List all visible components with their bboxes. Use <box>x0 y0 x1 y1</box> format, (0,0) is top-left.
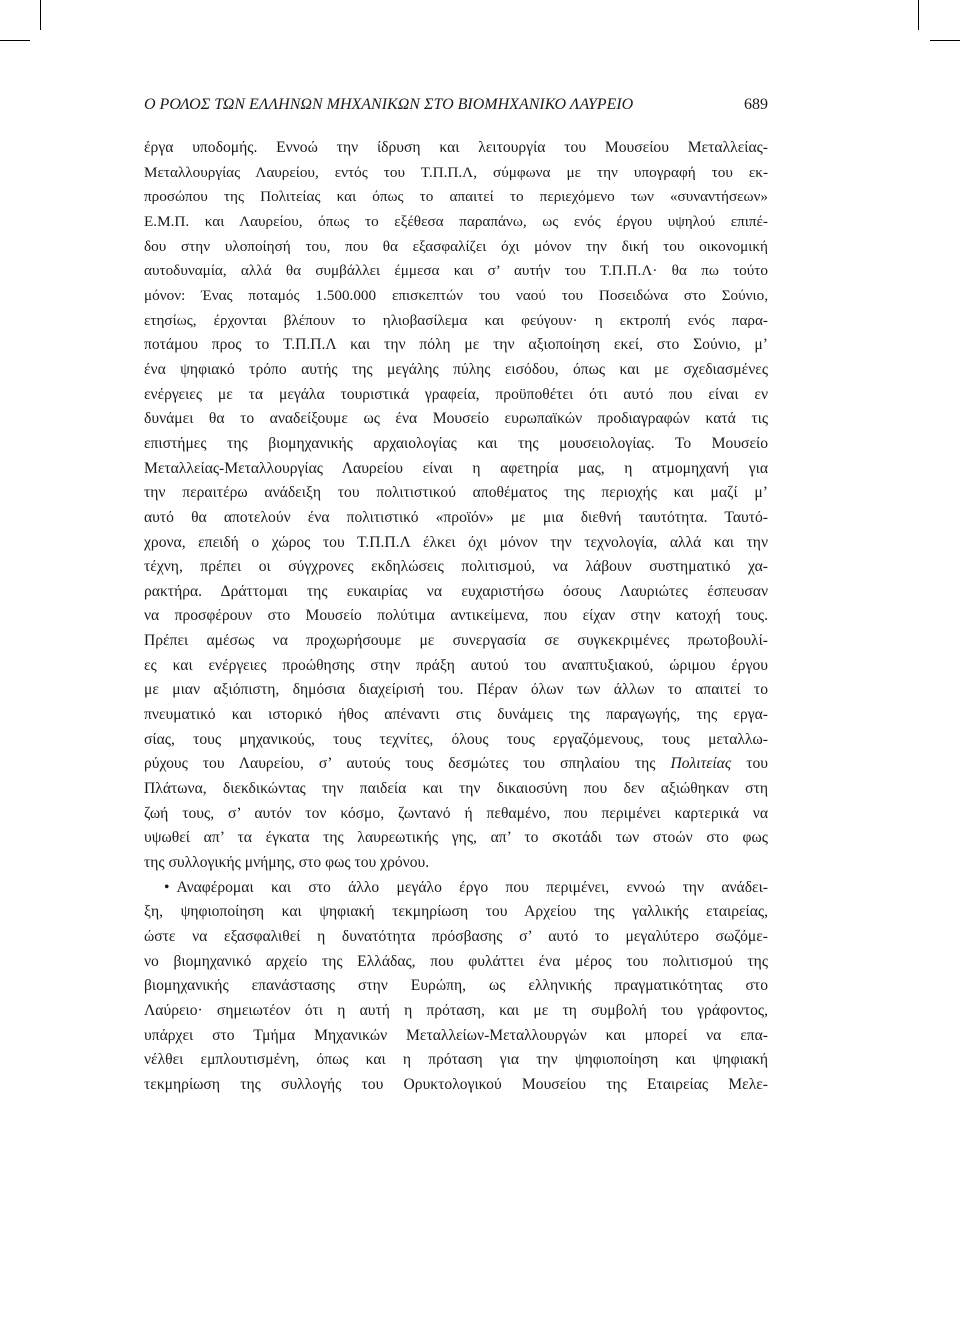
line-text: αυτό θα αποτελούν ένα πολιτιστικό «προϊόν» με μια διεθνή ταυτότητα. Ταυτό- <box>144 508 768 526</box>
crop-mark-top-right-horizontal <box>930 40 960 41</box>
text-line <box>144 481 768 506</box>
text-line <box>144 752 768 777</box>
line-text: ρύχους του Λαυρείου, σ’ αυτούς τους δεσμώτες του σπηλαίου της Πολιτείας του <box>144 755 768 773</box>
line-text: πνευματικό και ιστορικό ήθος απέναντι στις δυνάμεις της παραγωγής, της εργα- <box>144 706 768 724</box>
line-text: δυνάμει θα το αναδείξουμε ως ένα Μουσείο ευρωπαϊκών προδιαγραφών κατά τις <box>144 410 768 428</box>
line-text: βιομηχανικής επανάστασης στην Ευρώπη, ως ελληνικής πραγματικότητας στο <box>144 977 768 995</box>
crop-mark-top-left-horizontal <box>0 40 30 41</box>
line-text: ρακτήρα. Δράττομαι της ευκαιρίας να ευχαριστήσω όσους Λαυριώτες έσπευσαν <box>144 582 768 600</box>
text-line <box>144 802 768 827</box>
line-text: ποτάμου προς το Τ.Π.Π.Λ και την πόλη με την αξιοποίηση εκεί, στο Σούνιο, μ’ <box>144 336 768 354</box>
line-text: ες και ενέργειες προώθησης στην πράξη αυτού του αναπτυξιακού, ώριμου έργου <box>144 656 768 674</box>
line-text: αυτοδυναμία, αλλά θα συμβάλλει έμμεσα και σ’ αυτήν του Τ.Π.Π.Λ· θα πω τούτο <box>144 262 768 280</box>
page-number: 689 <box>744 96 768 113</box>
line-text: σίας, τους μηχανικούς, τους τεχνίτες, όλους τους εργαζόμενους, τους μεταλλω- <box>144 730 768 748</box>
text-line <box>144 728 768 753</box>
text-line <box>144 950 768 975</box>
text-line <box>144 777 768 802</box>
text-line <box>144 999 768 1024</box>
text-line <box>144 604 768 629</box>
text-line <box>144 974 768 999</box>
text-line <box>144 876 768 901</box>
line-text: Λαύρειο· σημειωτέον ότι η αυτή η πρόταση, και με τη συμβολή του γράφοντος, <box>144 1001 768 1019</box>
crop-mark-top-left-vertical <box>40 0 41 30</box>
text-line <box>144 1048 768 1073</box>
text-line <box>144 210 768 235</box>
text-line <box>144 678 768 703</box>
line-text: με μιαν αξιόπιστη, δημόσια διαχείρισή του. Πέραν όλων των άλλων το απαιτεί το <box>144 681 768 699</box>
text-line <box>144 136 768 161</box>
text-line <box>144 629 768 654</box>
line-text: να προσφέρουν στο Μουσείο πολύτιμα αντικείμενα, που είχαν στην κατοχή τους. <box>144 607 768 625</box>
text-line <box>144 259 768 284</box>
line-text: τέχνη, πρέπει οι σύγχρονες εκδηλώσεις πολιτισμού, να λάβουν συστηματικό χα- <box>144 558 768 576</box>
text-line <box>144 925 768 950</box>
text-line <box>144 1024 768 1049</box>
text-line <box>144 358 768 383</box>
text-line <box>144 383 768 408</box>
text-line <box>144 851 768 876</box>
running-header <box>144 96 768 120</box>
line-text: νο βιομηχανικό αρχείο της Ελλάδας, που φυλάττει ένα μέρος του πολιτισμού της <box>144 952 768 970</box>
text-line <box>144 654 768 679</box>
text-line <box>144 333 768 358</box>
text-line <box>144 580 768 605</box>
text-line <box>144 407 768 432</box>
line-text: δου στην υλοποίησή του, που θα εξασφαλίζει όχι μόνον την δική του οικονομική <box>144 237 768 255</box>
line-text: Αναφέρομαι και στο άλλο μεγάλο έργο που περιμένει, εννοώ την ανάδει- <box>176 878 768 896</box>
text-line <box>144 506 768 531</box>
line-text: προσώπου της Πολιτείας και όπως το απαιτεί το περιεχόμενο των «συναντήσεων» <box>144 188 768 206</box>
line-text: Πρέπει αμέσως να προχωρήσουμε με συνεργασία σε συγκεκριμένες πρωτοβουλί- <box>144 632 768 650</box>
text-line <box>144 309 768 334</box>
bullet-marker: • <box>164 878 170 896</box>
crop-mark-top-right-vertical <box>918 0 919 30</box>
line-text: την περαιτέρω ανάδειξη του πολιτιστικού αποθέματος της περιοχής και μαζί μ’ <box>144 484 768 502</box>
line-text: της συλλογικής μνήμης, στο φως του χρόνου. <box>144 854 430 872</box>
text-line <box>144 555 768 580</box>
line-text: Μεταλλείας-Μεταλλουργίας Λαυρείου είναι η αφετηρία μας, η ατμομηχανή για <box>144 459 768 477</box>
line-text: ενέργειες με τα μεγάλα τουριστικά γραφεία, προϋποθέτει ότι αυτό που είναι εν <box>144 385 768 403</box>
text-line <box>144 235 768 260</box>
line-text: ώστε να εξασφαλιθεί η δυνατότητα πρόσβασης σ’ αυτό το μεγαλύτερο σωζόμε- <box>144 928 768 945</box>
line-text: ζωή τους, σ’ αυτόν τον κόσμο, ζωντανό ή πεθαμένο, που περιμένει καρτερικά να <box>144 804 768 822</box>
line-text: υπάρχει στο Τμήμα Μηχανικών Μεταλλείων-Μεταλλουργών και μπορεί να επα- <box>144 1026 768 1044</box>
line-text: έργα υποδομής. Εννοώ την ίδρυση και λειτουργία του Μουσείου Μεταλλείας- <box>144 139 768 156</box>
line-text: υψωθεί απ’ τα έγκατα της λαυρεωτικής γης, απ’ το σκοτάδι των στοών στο φως <box>144 829 768 847</box>
line-text: Πλάτωνα, διεκδικώντας την παιδεία και την δικαιοσύνη που δεν αξιώθηκαν στη <box>144 780 768 798</box>
text-line <box>144 1073 768 1098</box>
text-line <box>144 432 768 457</box>
line-text: τεκμηρίωση της συλλογής του Ορυκτολογικού Μουσείου της Εταιρείας Μελε- <box>144 1075 768 1093</box>
running-title: Ο ΡΟΛΟΣ ΤΩΝ ΕΛΛΗΝΩΝ ΜΗΧΑΝΙΚΩΝ ΣΤΟ ΒΙΟΜΗΧΑΝΙΚΟ ΛΑΥΡΕΙΟ <box>144 96 634 113</box>
text-line <box>144 703 768 728</box>
line-text: Μεταλλουργίας Λαυρείου, εντός του Τ.Π.Π.Λ, σύμφωνα με την υπογραφή του εκ- <box>144 163 768 181</box>
text-line <box>144 457 768 482</box>
text-line <box>144 284 768 309</box>
text-line <box>144 185 768 210</box>
line-text: Ε.Μ.Π. και Λαυρείου, όπως το εξέθεσα παραπάνω, ως ενός έργου υψηλού επιπέ- <box>144 212 768 230</box>
line-text: ετησίως, έρχονται βλέπουν το ηλιοβασίλεμα και φεύγουν· η εκτροπή ενός παρα- <box>144 311 768 329</box>
text-line <box>144 826 768 851</box>
line-text: χρονα, επειδή ο χώρος του Τ.Π.Π.Λ έλκει όχι μόνον την τεχνολογία, αλλά και την <box>144 533 768 551</box>
text-line <box>144 900 768 925</box>
line-text: νέλθει εμπλουτισμένη, όπως και η πρόταση για την ψηφιοποίηση και ψηφιακή <box>144 1051 768 1069</box>
body-text <box>144 136 768 1098</box>
line-text: μόνον: Ένας ποταμός 1.500.000 επισκεπτών του ναού του Ποσειδώνα στο Σούνιο, <box>144 286 768 304</box>
text-line <box>144 161 768 186</box>
line-text: ξη, ψηφιοποίηση και ψηφιακή τεκμηρίωση του Αρχείου της γαλλικής εταιρείας, <box>144 903 768 921</box>
text-line <box>144 531 768 556</box>
line-text: επιστήμες της βιομηχανικής αρχαιολογίας και της μουσειολογίας. Το Μουσείο <box>144 434 768 452</box>
line-text: ένα ψηφιακό τρόπο αυτής της μεγάλης πύλης εισόδου, όπως και με σχεδιασμένες <box>144 360 768 378</box>
